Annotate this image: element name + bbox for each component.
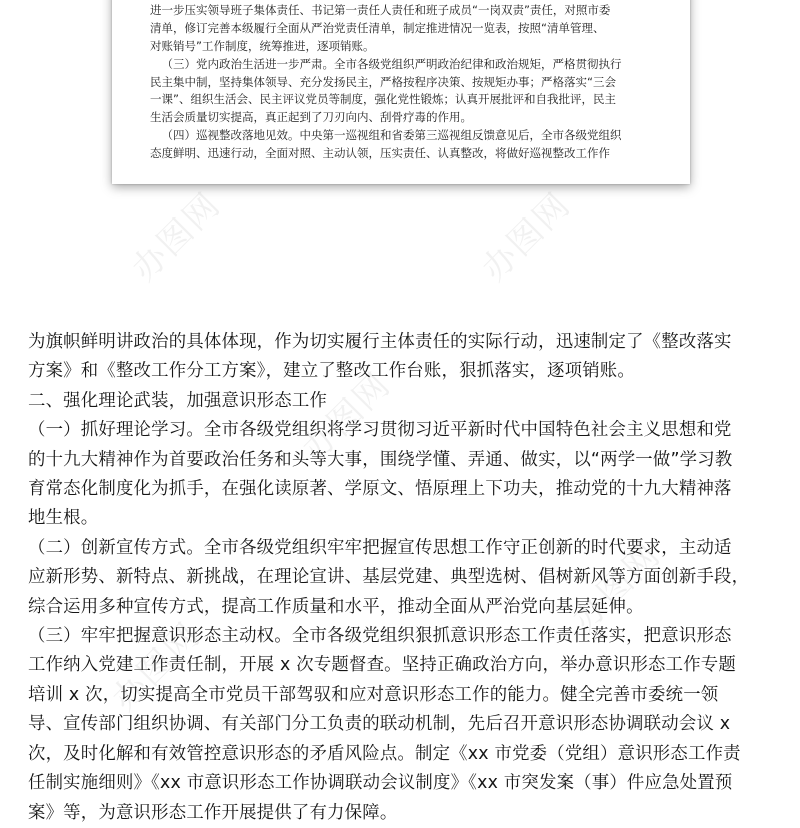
preview-line: 对账销号”工作制度，统筹推进，逐项销账。: [150, 38, 375, 53]
preview-line: （四）巡视整改落地见效。中央第一巡视组和省委第三巡视组反馈意见后，全市各级党组织: [161, 128, 622, 143]
watermark: 办图网: [564, 534, 669, 640]
preview-line: 态度鲜明、迅速行动，全面对照、主动认领，压实责任、认真整改，将做好巡视整改工作作: [150, 146, 610, 161]
preview-text-block: [150, 0, 650, 163]
preview-line: 一课”、组织生活会、民主评议党员等制度，强化党性锻炼；认真开展批评和自我批评，民主: [150, 92, 616, 107]
preview-line: 生活会质量切实提高，真正起到了刀刃向内、刮骨疗毒的作用。: [150, 110, 472, 125]
watermark: 办图网: [104, 614, 209, 720]
section-heading: 二、强化理论武装，加强意识形态工作: [28, 390, 328, 411]
body-line: 育常态化制度化为抓手，在强化读原著、学原文、悟原理上下功夫，推动党的十九大精神落: [28, 479, 732, 500]
body-line: （三）牢牢把握意识形态主动权。全市各级党组织狠抓意识形态工作责任落实，把意识形态: [28, 626, 732, 647]
watermark: 办图网: [294, 364, 399, 470]
preview-line: 清单，修订完善本级履行全面从严治党责任清单，制定推进情况一览表，按照“清单管理、: [150, 20, 605, 35]
body-line: 应新形势、新特点、新挑战，在理论宣讲、基层党建、典型选树、倡树新风等方面创新手段，: [28, 567, 750, 588]
body-line: 案》等，为意识形态工作开展提供了有力保障。: [28, 802, 398, 823]
preview-line: （三）党内政治生活进一步严肃。全市各级党组织严明政治纪律和政治规矩，严格贯彻执行: [161, 56, 622, 71]
body-line: 导、宣传部门组织协调、有关部门分工负责的联动机制，先后召开意识形态协调联动会议 x: [28, 714, 731, 735]
watermark: 办图网: [124, 184, 229, 290]
body-line: 综合运用多种宣传方式，提高工作质量和水平，推动全面从严治党向基层延伸。: [28, 596, 644, 617]
preview-line: 进一步压实领导班子集体责任、书记第一责任人责任和班子成员“一岗双责”责任，对照市委: [150, 2, 611, 17]
body-line: 方案》和《整改工作分工方案》，建立了整改工作台账，狠抓落实，逐项销账。: [28, 361, 635, 382]
body-line: 为旗帜鲜明讲政治的具体体现，作为切实履行主体责任的实际行动，迅速制定了《整改落实: [28, 332, 732, 352]
body-line: 培训 x 次，切实提高全市党员干部驾驭和应对意识形态工作的能力。健全完善市委统一领: [28, 684, 719, 705]
body-line: 地生根。: [28, 508, 99, 529]
page-preview-card: [112, 0, 690, 184]
watermark: 办图网: [474, 184, 579, 290]
body-line: 工作纳入党建工作责任制，开展 x 次专题督查。坚持正确政治方向，举办意识形态工作专题: [28, 655, 736, 676]
document-body: [28, 328, 780, 828]
body-line: （一）抓好理论学习。全市各级党组织将学习贯彻习近平新时代中国特色社会主义思想和党: [28, 420, 732, 441]
preview-line: 民主集中制，坚持集体领导、充分发扬民主，严格按程序决策、按规矩办事；严格落实“三会: [150, 74, 616, 89]
body-line: 任制实施细则》《xx 市意识形态工作协调联动会议制度》《xx 市突发案（事）件应急处置预: [28, 773, 733, 794]
body-line: （二）创新宣传方式。全市各级党组织牢牢把握宣传思想工作守正创新的时代要求，主动适: [28, 537, 732, 558]
body-line: 次，及时化解和有效管控意识形态的矛盾风险点。制定《xx 市党委（党组）意识形态工作责: [28, 743, 741, 764]
body-line: 的十九大精神作为首要政治任务和头等大事，围绕学懂、弄通、做实，以“两学一做”学习教: [28, 449, 733, 470]
